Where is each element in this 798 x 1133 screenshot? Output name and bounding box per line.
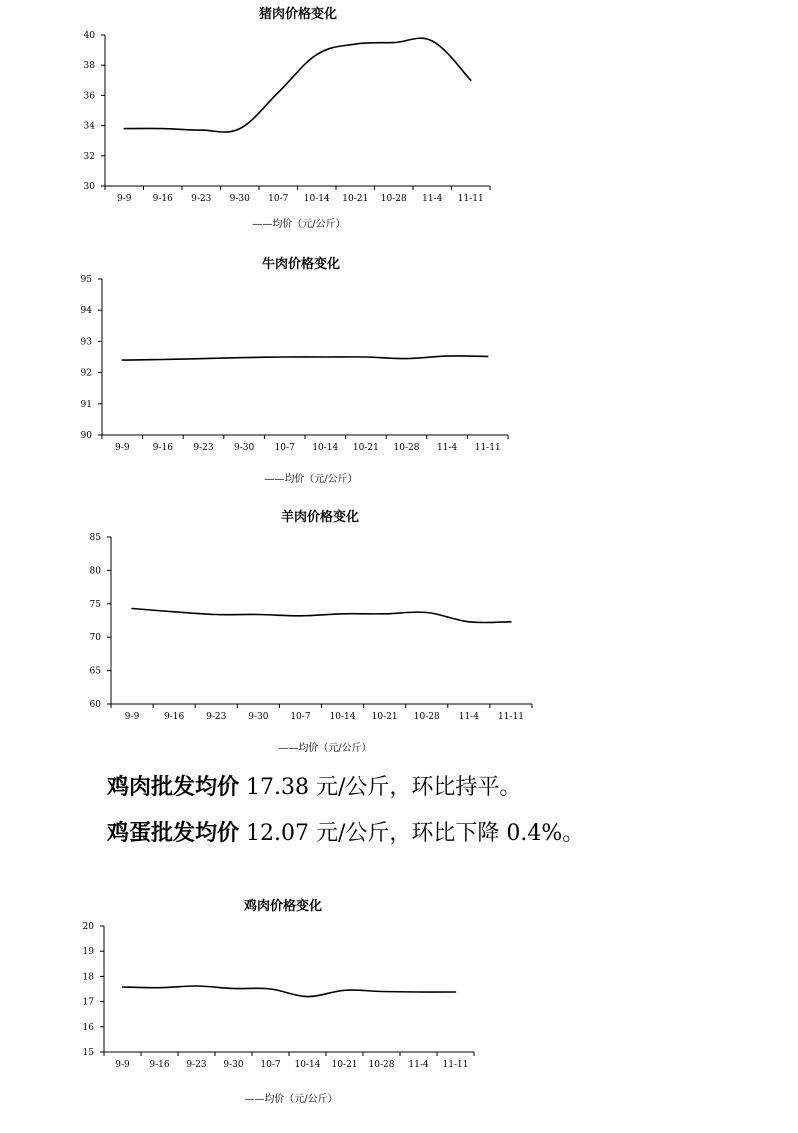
x-tick-label: 10-14 bbox=[294, 1060, 321, 1070]
x-tick-label: 10-28 bbox=[413, 712, 440, 722]
x-tick-label: 9-30 bbox=[223, 1060, 244, 1070]
x-tick-label: 10-28 bbox=[393, 443, 420, 453]
y-tick-label: 94 bbox=[80, 306, 92, 317]
x-tick-label: 10-7 bbox=[268, 194, 289, 204]
mutton-chart-svg bbox=[0, 505, 550, 760]
x-tick-label: 10-28 bbox=[368, 1060, 395, 1070]
price-series-line bbox=[124, 38, 471, 132]
x-tick-label: 9-9 bbox=[124, 712, 140, 722]
x-tick-label: 11-11 bbox=[457, 194, 484, 204]
x-tick-label: 10-21 bbox=[352, 443, 379, 453]
x-tick-label: 10-7 bbox=[290, 712, 311, 722]
x-tick-label: 9-9 bbox=[115, 443, 130, 453]
x-tick-label: 11-4 bbox=[436, 443, 458, 453]
y-tick-label: 34 bbox=[83, 121, 95, 132]
x-tick-label: 9-30 bbox=[233, 443, 255, 453]
x-tick-label: 11-4 bbox=[458, 712, 479, 722]
egg-price-value: 12.07 元/公斤，环比下降 0.4%。 bbox=[239, 821, 585, 846]
y-tick-label: 90 bbox=[80, 431, 92, 441]
x-tick-label: 10-14 bbox=[329, 712, 356, 722]
x-tick-label: 9-23 bbox=[186, 1060, 207, 1070]
x-tick-label: 11-11 bbox=[442, 1060, 469, 1070]
x-tick-label: 11-4 bbox=[422, 194, 443, 204]
x-tick-label: 9-16 bbox=[149, 1060, 170, 1070]
chart-title: 牛肉价格变化 bbox=[261, 257, 341, 272]
x-tick-label: 9-16 bbox=[152, 443, 174, 453]
x-tick-label: 10-7 bbox=[260, 1060, 281, 1070]
chart-legend: ——均价（元/公斤） bbox=[278, 743, 372, 754]
y-tick-label: 19 bbox=[82, 947, 94, 958]
x-tick-label: 9-30 bbox=[229, 194, 250, 204]
x-tick-label: 11-11 bbox=[497, 712, 524, 722]
mutton-price-chart bbox=[0, 505, 550, 760]
x-tick-label: 10-14 bbox=[312, 443, 339, 453]
egg-price-paragraph bbox=[107, 816, 584, 847]
y-tick-label: 80 bbox=[89, 566, 101, 577]
chicken-price-value: 17.38 元/公斤，环比持平。 bbox=[239, 775, 522, 800]
chart-legend: ——均价（元/公斤） bbox=[264, 474, 358, 485]
chart-legend: ——均价（元/公斤） bbox=[244, 1094, 338, 1105]
x-tick-label: 11-4 bbox=[408, 1060, 429, 1070]
y-tick-label: 36 bbox=[83, 91, 95, 102]
chart-title: 猪肉价格变化 bbox=[258, 7, 338, 22]
y-tick-label: 32 bbox=[83, 151, 95, 162]
y-tick-label: 95 bbox=[80, 275, 92, 285]
chart-title: 羊肉价格变化 bbox=[280, 510, 360, 525]
y-tick-label: 40 bbox=[83, 31, 95, 41]
chicken-chart-svg bbox=[0, 890, 520, 1115]
x-tick-label: 11-11 bbox=[474, 443, 501, 453]
pork-chart-svg bbox=[0, 0, 520, 240]
y-tick-label: 92 bbox=[80, 368, 92, 379]
x-tick-label: 9-16 bbox=[164, 712, 185, 722]
y-tick-label: 91 bbox=[80, 399, 92, 410]
y-tick-label: 70 bbox=[89, 633, 101, 644]
y-tick-label: 15 bbox=[82, 1048, 94, 1058]
chicken-price-paragraph bbox=[107, 770, 521, 801]
chicken-price-chart bbox=[0, 890, 520, 1115]
price-series-line bbox=[123, 986, 456, 997]
y-tick-label: 93 bbox=[80, 337, 92, 348]
y-tick-label: 20 bbox=[82, 922, 94, 932]
x-tick-label: 10-14 bbox=[303, 194, 330, 204]
x-tick-label: 9-23 bbox=[206, 712, 227, 722]
egg-price-label: 鸡蛋批发均价 bbox=[107, 820, 240, 846]
x-tick-label: 9-23 bbox=[191, 194, 212, 204]
y-tick-label: 65 bbox=[89, 666, 101, 677]
pork-price-chart bbox=[0, 0, 520, 240]
price-series-line bbox=[132, 609, 511, 623]
beef-chart-svg bbox=[0, 250, 520, 495]
x-tick-label: 10-21 bbox=[331, 1060, 358, 1070]
x-tick-label: 9-9 bbox=[117, 194, 132, 204]
y-tick-label: 75 bbox=[89, 599, 101, 610]
x-tick-label: 9-9 bbox=[115, 1060, 130, 1070]
chart-title: 鸡肉价格变化 bbox=[243, 899, 323, 914]
y-tick-label: 17 bbox=[82, 997, 94, 1008]
x-tick-label: 9-30 bbox=[248, 712, 269, 722]
y-tick-label: 30 bbox=[83, 182, 95, 192]
x-tick-label: 9-23 bbox=[193, 443, 214, 453]
price-series-line bbox=[122, 356, 487, 360]
x-tick-label: 10-28 bbox=[380, 194, 407, 204]
y-tick-label: 18 bbox=[82, 972, 94, 983]
beef-price-chart bbox=[0, 250, 520, 495]
x-tick-label: 9-16 bbox=[152, 194, 173, 204]
x-tick-label: 10-7 bbox=[274, 443, 295, 453]
y-tick-label: 85 bbox=[89, 533, 101, 543]
y-tick-label: 60 bbox=[89, 700, 101, 710]
x-tick-label: 10-21 bbox=[371, 712, 398, 722]
chicken-price-label: 鸡肉批发均价 bbox=[107, 774, 240, 800]
y-tick-label: 38 bbox=[83, 61, 95, 72]
y-tick-label: 16 bbox=[82, 1022, 94, 1033]
x-tick-label: 10-21 bbox=[342, 194, 369, 204]
chart-legend: ——均价（元/公斤） bbox=[252, 219, 346, 230]
